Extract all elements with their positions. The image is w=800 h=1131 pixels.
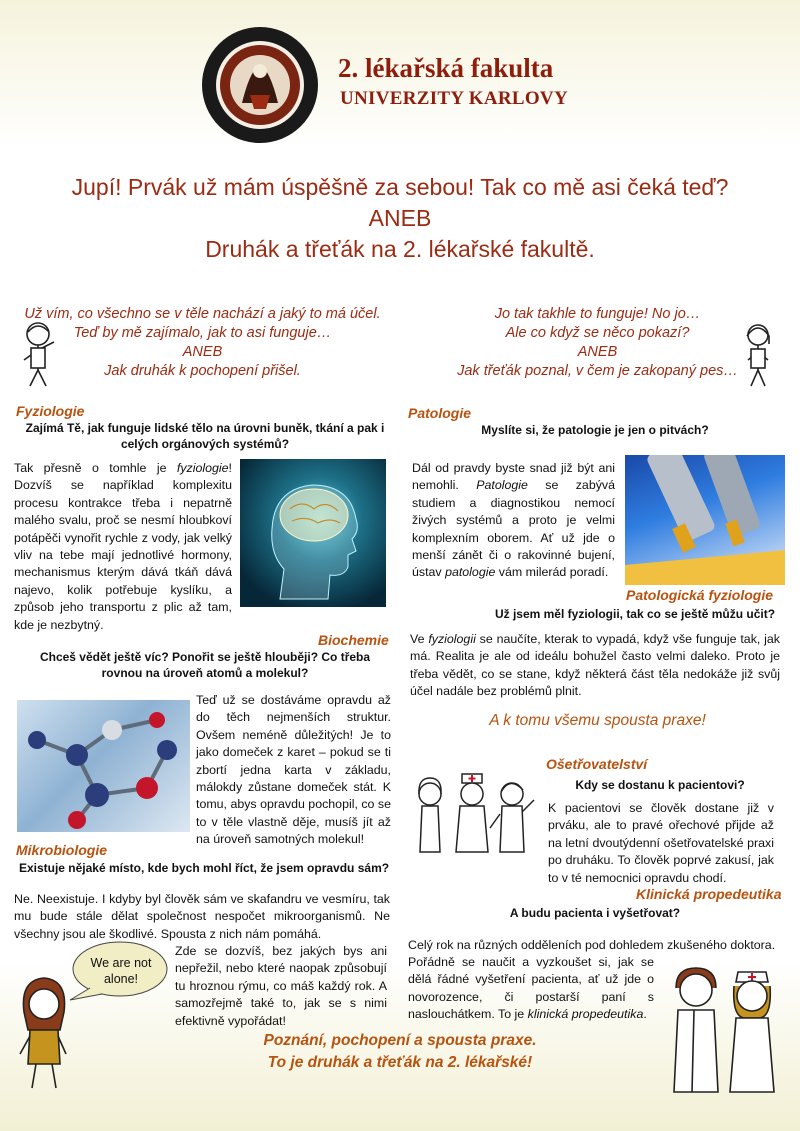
fyziologie-text-em: fyziologie xyxy=(176,461,229,475)
speech-bubble-text: We are not alone! xyxy=(90,956,152,986)
university-name: UNIVERZITY KARLOVY xyxy=(340,88,568,109)
fyziologie-heading: Fyziologie xyxy=(16,403,85,419)
right-intro-line-1: Jo tak takhle to funguje! No jo… xyxy=(494,306,701,322)
fyziologie-text-b: ! Dozvíš se například komplexitu procesu kontrakce třeba i nepatrně malého svalu, proč se nesmí hloubkoví potápěči vynořit rychle z vody, jak velký vliv na tebe mají jednotlivé hormony, mechanismus kterým dává tkáň dává najevo, kolik potřebuje kyslíku, a způsob jeho transportu z plic až tam, kde je nezbytný. xyxy=(14,461,232,632)
faculty-name: 2. lékařská fakulta xyxy=(338,53,554,83)
patologie-text-em1: Patologie xyxy=(476,478,528,493)
student-figure-left-icon xyxy=(16,320,66,390)
klinicka-text xyxy=(408,954,654,1024)
left-intro-line-4: Jak druhák k pochopení přišel. xyxy=(104,363,301,379)
patologie-text-a: Dál od pravdy byste snad již být ani nemohli. xyxy=(412,461,615,493)
klinicka-text-b: . xyxy=(643,1007,647,1022)
left-intro-line-3: ANEB xyxy=(182,344,223,360)
mikrobiologie-text-full: Ne. Neexistuje. I kdyby byl člověk sám ve skafandru ve vesmíru, tak mu bude stále dělat společnost nespočet mikroorganismů. Ne všechny jsou ale škodlivé. Spousta z nich nám pomáhá. xyxy=(14,892,390,941)
patologicka-fyziologie-text-em: fyziologii xyxy=(428,632,476,646)
klinicka-text-full: Celý rok na různých odděleních pod dohledem zkušeného doktora. xyxy=(408,938,776,952)
patologicka-fyziologie-heading: Patologická fyziologie xyxy=(626,587,774,603)
patologie-heading: Patologie xyxy=(408,405,472,421)
patologicka-fyziologie-text-b: se naučíte, kterak to vypadá, když vše funguje tak, jak má. Realita je ale od ideálu bohužel často velmi daleko. Proto je třeba vědět, co se stane, když některá část těla nedokáže již svůj účel nadále bez problémů plnit. xyxy=(410,632,780,699)
right-intro-line-2: Ale co když se něco pokazí? xyxy=(505,325,690,341)
right-intro-line-4: Jak třeťák poznal, v čem je zakopaný pes… xyxy=(457,363,738,379)
speech-bubble xyxy=(62,940,170,1002)
footer-line-1: Poznání, pochopení a spousta praxe. xyxy=(263,1032,537,1049)
patologie-text-b: se zabývá studiem a diagnostikou nemocí živých systémů a proto je velmi komplexním oborem. Ať už jde o menší zánět či o rakovinné bujení, ústav xyxy=(412,478,615,580)
patologicka-fyziologie-question: Už jsem měl fyziologii, tak co se ještě můžu učit? xyxy=(494,607,776,621)
klinicka-question: A budu pacienta i vyšetřovat? xyxy=(509,906,681,920)
patologie-question: Myslíte si, že patologie je jen o pitvách? xyxy=(481,423,709,437)
biochemie-question: Chceš vědět ještě víc? Ponořit se ještě hlouběji? Co třeba rovnou na úroveň atomů a molekul? xyxy=(39,650,371,680)
patologie-text xyxy=(412,460,615,582)
klinicka-heading: Klinická propedeutika xyxy=(636,886,782,902)
faculty-seal xyxy=(200,25,320,145)
klinicka-text-a: Pořádně se naučit a vyzkoušet si, jak se dělá řádné vyšetření pacienta, ať už jde o novorozence, či postarší paní s naslouchátkem. To je xyxy=(408,955,654,1022)
fyziologie-text xyxy=(14,460,232,634)
right-intro xyxy=(405,305,790,381)
title-line-3: Druhák a třeťák na 2. lékařské fakultě. xyxy=(205,236,595,262)
right-intro-line-3: ANEB xyxy=(577,344,618,360)
mikrobiologie-heading: Mikrobiologie xyxy=(16,842,107,858)
fyziologie-question: Zajímá Tě, jak funguje lidské tělo na úrovni buněk, tkání a pak i celých orgánových systémů? xyxy=(25,421,385,451)
patologicka-fyziologie-text-a: Ve xyxy=(410,632,429,646)
left-intro-line-1: Už vím, co všechno se v těle nachází a jaký to má účel. xyxy=(24,306,381,322)
brain-photo xyxy=(240,459,386,607)
klinicka-text-em: klinická propedeutika xyxy=(527,1007,644,1022)
patologicka-fyziologie-text xyxy=(410,631,780,701)
patologie-text-c: vám milerád poradí. xyxy=(495,565,609,580)
praxe-line: A k tomu všemu spousta praxe! xyxy=(489,712,706,729)
molecule-photo xyxy=(17,700,190,832)
title-line-1: Jupí! Prvák už mám úspěšně za sebou! Tak co mě asi čeká teď? xyxy=(71,174,729,200)
left-intro-line-2: Teď by mě zajímalo, jak to asi funguje… xyxy=(73,325,332,341)
footer-line-2: To je druhák a třeťák na 2. lékařské! xyxy=(267,1054,533,1071)
nurses-group-icon xyxy=(410,772,538,856)
mikrobiologie-question: Existuje nějaké místo, kde bych mohl říct, že jsem opravdu sám? xyxy=(18,861,390,875)
biochemie-heading: Biochemie xyxy=(318,632,389,648)
student-figure-right-icon xyxy=(738,322,778,388)
biochemie-text: Teď už se dostáváme opravdu až do těch nejmenších struktur. Ovšem neméně důležitých! Je to jako domeček z karet – pokud se ti zbortí jedna karta v základu, málokdy zůstane domeček stát. K tomu, abys opravdu pochopil, co se to v těle vlastně děje, musíš jít až na úroveň samotných molekul! xyxy=(196,693,391,847)
osetrovatelstvi-heading: Ošetřovatelství xyxy=(546,756,648,772)
osetrovatelstvi-text: K pacientovi se člověk dostane již v prváku, ale to pravé ořechové přijde až na letní dvoutýdenní ošetřovatelské praxi po druháku. To člověk poprvé zakusí, jak to v té nemocnici opravdu chodí. xyxy=(548,801,774,885)
fyziologie-text-a: Tak přesně o tomhle je xyxy=(14,461,177,475)
left-intro xyxy=(10,305,395,381)
patologie-text-em2: patologie xyxy=(445,565,496,580)
microscope-photo xyxy=(625,455,785,585)
osetrovatelstvi-question: Kdy se dostanu k pacientovi? xyxy=(575,778,745,792)
mikrobiologie-text-narrow: Zde se dozvíš, bez jakých bys ani nepřežil, nebo které naopak způsobují tu hroznou rýmu, co máš každý rok. A samozřejmě také to, jak se s nimi efektivně vypořádat! xyxy=(175,944,387,1028)
title-line-2: ANEB xyxy=(368,205,432,231)
girl-figure-icon xyxy=(14,972,74,1090)
